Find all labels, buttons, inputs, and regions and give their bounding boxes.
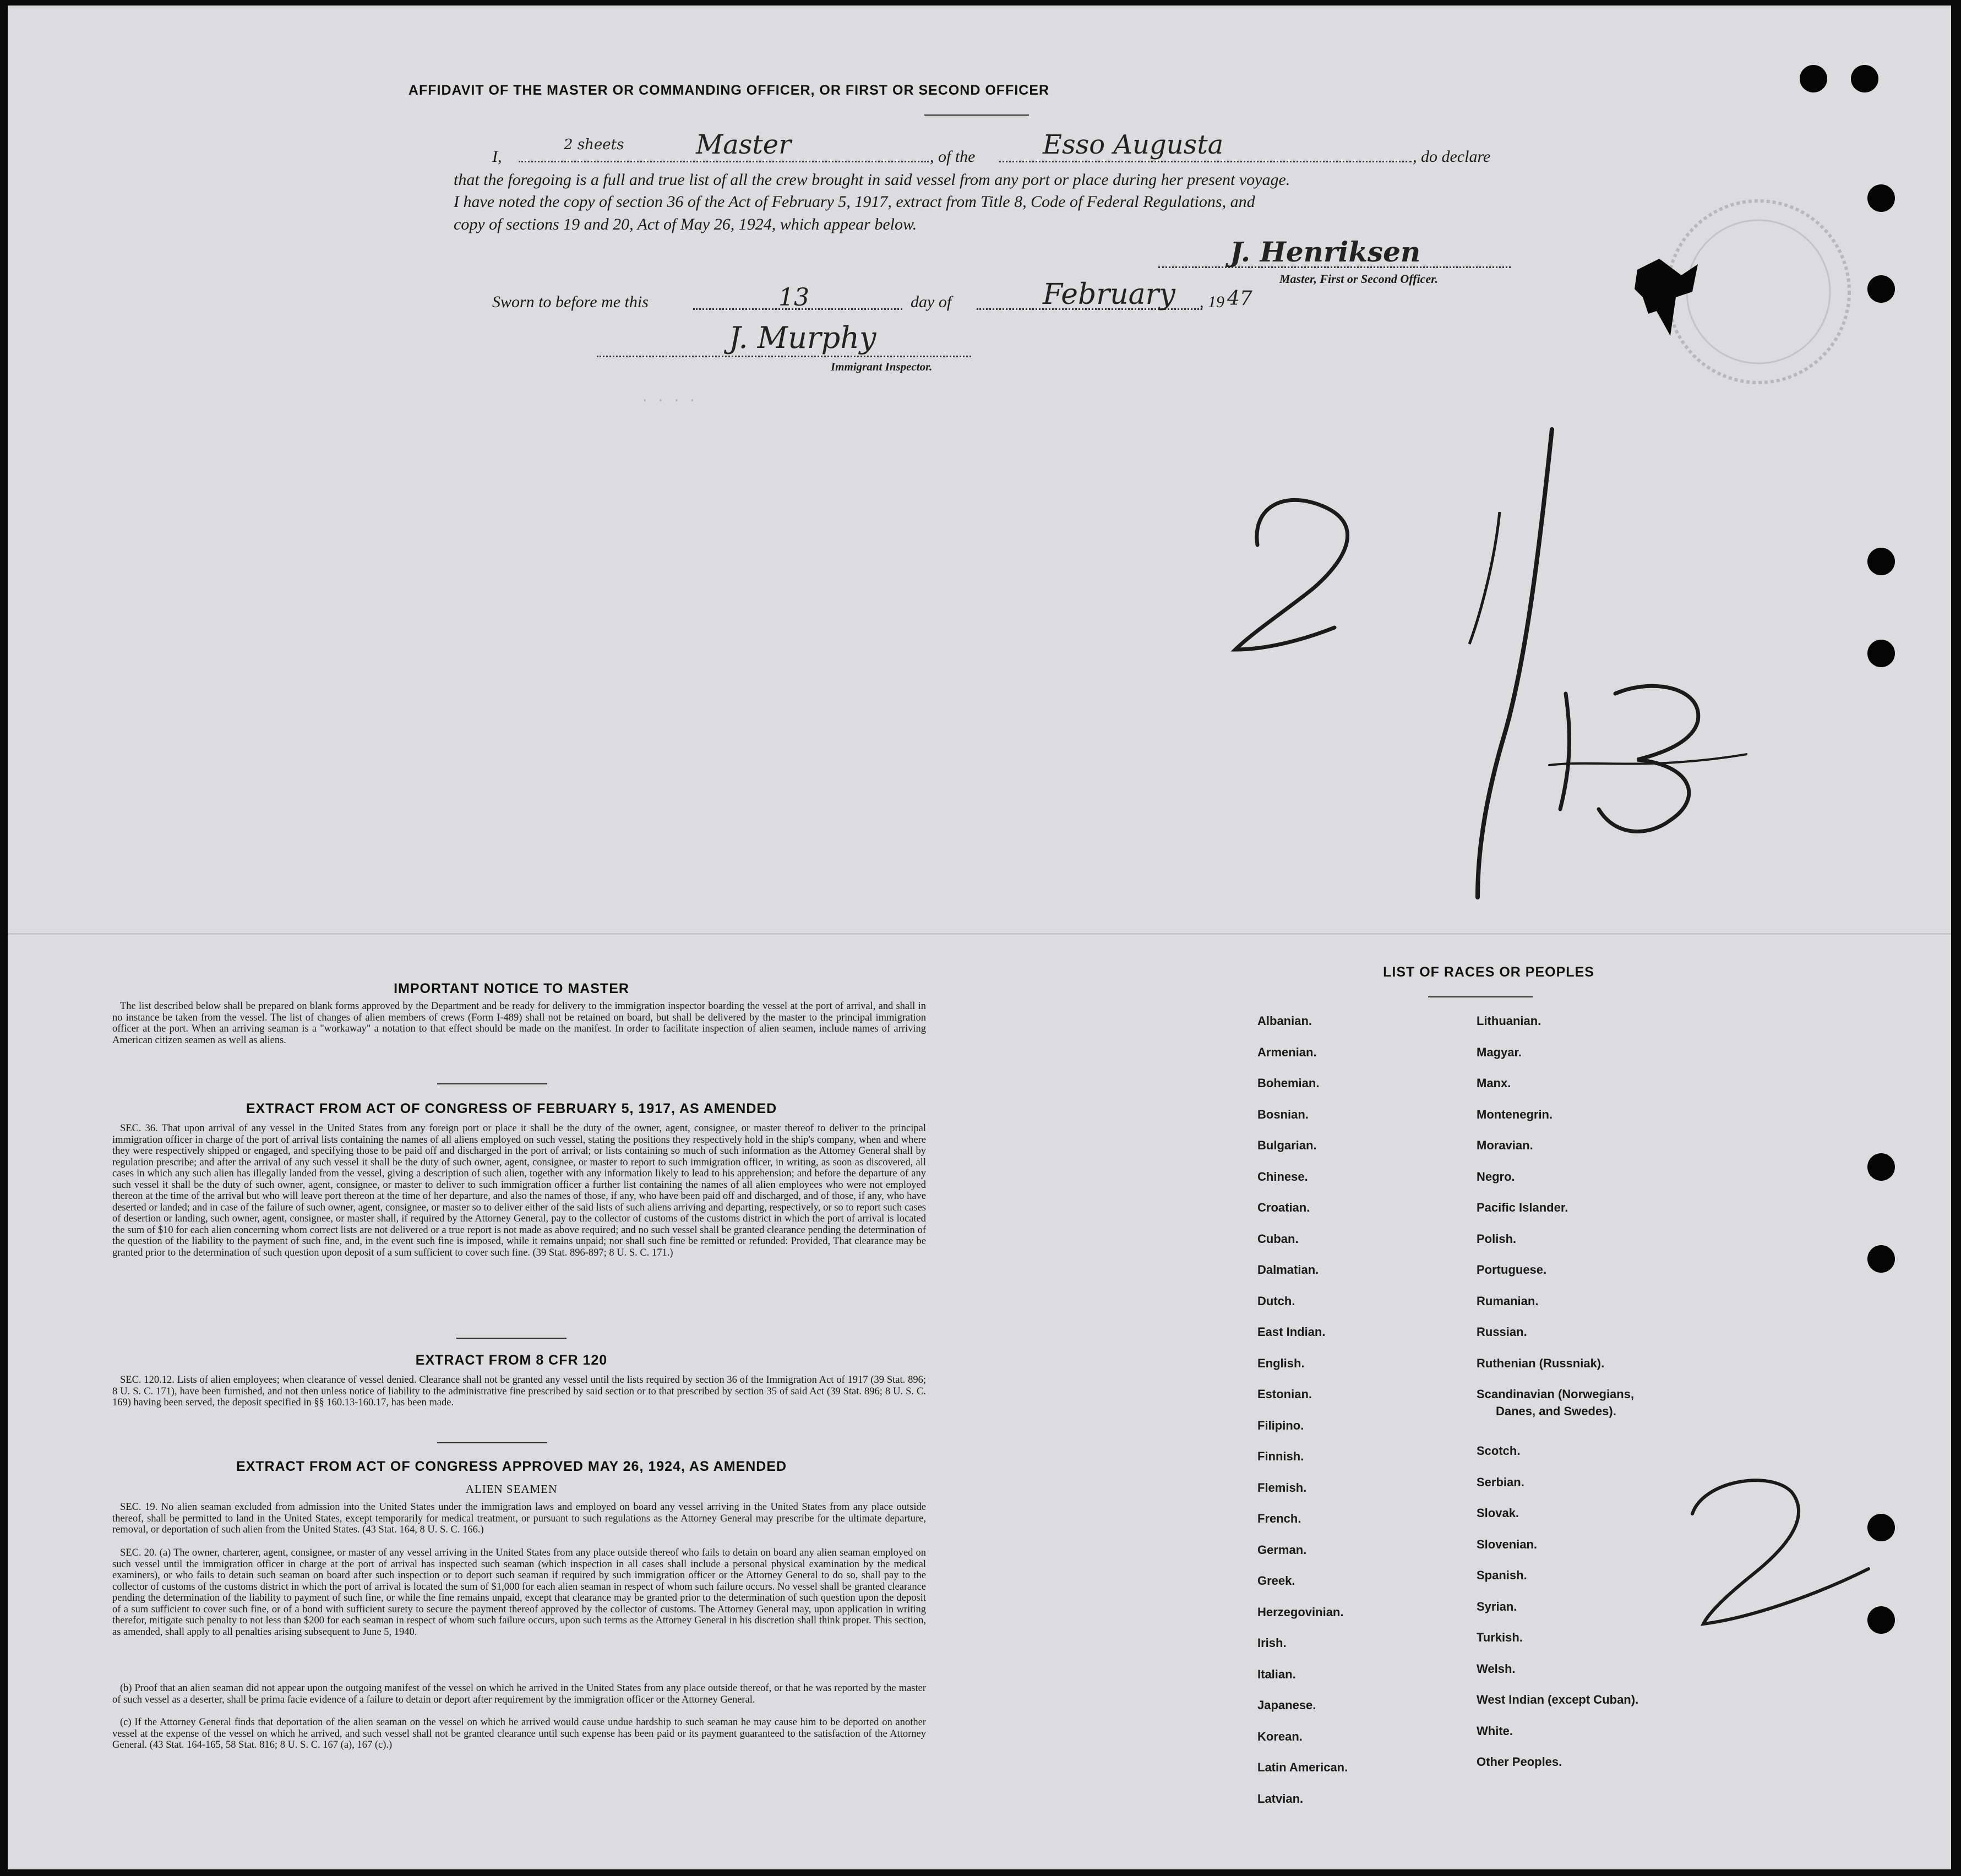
notice-title: IMPORTANT NOTICE TO MASTER [394, 981, 629, 996]
extract-1924-sec19: SEC. 19. No alien seaman excluded from admission into the United States under the immigration laws and employed on board any vessel arriving in the United States from any place outside thereof, shall be permitted to land in the United States, except temporarily for medical treatment, or pursuant to such regulations as the Attorney General may prescribe for the ultimate departure, removal, or deportation of such alien from the United States. (43 Stat. 164, 8 U. S. C. 166.) [112, 1502, 926, 1535]
extract-cfr-divider [437, 1442, 547, 1443]
race-col1-item: Bohemian. [1257, 1076, 1320, 1090]
race-col2-item: Turkish. [1477, 1630, 1523, 1644]
notice-body: The list described below shall be prepared on blank forms approved by the Department and be ready for delivery to the immigration inspector boarding the vessel at the port of arrival, and shall in no instance be taken from the vessel. The list of changes of alien members of crews (Form I-489) shall not be retained on board, but shall be delivered by the master to the principal immigration officer at the port. When an arriving seaman is a "workaway" a notation to that effect should be made on the manifest. In order to facilitate inspection of alien seamen, include names of arriving American citizen seamen as well as aliens. [112, 1001, 926, 1046]
extract-1917-body: SEC. 36. That upon arrival of any vessel in the United States from any foreign port or place it shall be the duty of the owner, agent, consignee, or master thereof to deliver to the principal immigration officer in charge of the port of arrival lists containing the names of all aliens employed on such vessel, stating the positions they respectively hold in the ship's company, when and where they were respectively shipped or engaged, and specifying those to be paid off and discharged in the port of arrival; or lists containing so much of such information as the Attorney General shall by regulation prescribe; and after the arrival of any such vessel it shall be the duty of such owner, agent, consignee, or master to report to such immigration officer, in writing, as soon as discovered, all cases in which any such alien has illegally landed from the vessel, giving a description of such alien, together with any information likely to lead to his apprehension; and before the departure of any such vessel it shall be the duty of such owner, agent, consignee, or master to deliver to such immigration officer a further list containing the names of all alien employees who were not employed thereon at the time of the arrival but who will leave port thereon at the time of her departure, and also the names of those, if any, who have been paid off and discharged, and of those, if any, who have deserted or landed; and in case of the failure of such owner, agent, consignee, or master so to deliver either of the said lists of such aliens arriving and departing, respectively, or so to report such cases of desertion or landing, such owner, agent, consignee, or master shall, if required by the Attorney General, pay to the collector of customs of the customs district in which the port of arrival is located the sum of $10 for each alien concerning whom correct lists are not delivered or a true report is not made as above required; and no such vessel shall be granted clearance pending the determination of the question of the liability to the payment of such fine, and, in the event such fine is imposed, while it remains unpaid; nor shall such fine be remitted or refunded: Provided, That clearance may be granted prior to the determination of such question upon deposit of a sum sufficient to cover such fine. (39 Stat. 896-897; 8 U. S. C. 171.) [112, 1123, 926, 1258]
race-col2-item: Welsh. [1477, 1661, 1516, 1676]
punch-hole [1867, 548, 1895, 575]
race-col1-item: Finnish. [1257, 1449, 1304, 1463]
race-col2-item: Scotch. [1477, 1444, 1521, 1458]
race-col1-item: German. [1257, 1542, 1307, 1557]
race-col1-item: Filipino. [1257, 1418, 1304, 1432]
affidavit-title: AFFIDAVIT OF THE MASTER OR COMMANDING OFFICER, OR FIRST OR SECOND OFFICER [408, 83, 1050, 98]
extract-1924-sec20c: (c) If the Attorney General finds that deportation of the alien seaman on the vessel on which he arrived would cause undue hardship to such seaman he may cause him to be deported on another vessel at the expense of the vessel on which he arrived, and such vessel shall not be granted clearance until such expense has been paid or its payment guaranteed to the satisfaction of the Attorney General. (43 Stat. 164-165, 58 Stat. 816; 8 U. S. C. 167 (a), 167 (c).) [112, 1717, 926, 1750]
notice-divider [437, 1083, 547, 1084]
race-col1-item: Estonian. [1257, 1387, 1312, 1401]
extract-1917-divider [456, 1338, 566, 1339]
race-col1-item: Albanian. [1257, 1014, 1312, 1028]
race-col1-item: Bulgarian. [1257, 1138, 1317, 1152]
extract-1924-sec20a: SEC. 20. (a) The owner, charterer, agent, consignee, or master of any vessel arriving in the United States from any place outside thereof who fails to detain on board any alien seaman employed on such vessel until the immigration officer in charge at the port of arrival has inspected such seaman (which inspection in all cases shall include a personal physical examination by the medical examiners), or who fails to detain such seaman on board after such inspection or to deport such seaman if required by such immigration officer or the Attorney General to do so, shall pay to the collector of customs of the customs district in which the port of arrival is located the sum of $1,000 for each alien seaman in respect of whom such failure occurs. No vessel shall be granted clearance pending the determination of the liability to payment of such fine, or while the fine remains unpaid, except that clearance may be granted prior to the determination of such question upon the deposit of a sum sufficient to cover such fine, or of a bond with sufficient surety to secure the payment thereof approved by the collector of customs. The Attorney General may, upon application in writing therefor, mitigate such penalty to not less than $200 for each seaman in respect of whom such failure occurs, upon such terms as the Attorney General in his discretion shall think proper. This section, as amended, shall apply to all penalties arising subsequent to June 5, 1940. [112, 1547, 926, 1638]
races-divider [1428, 996, 1533, 997]
race-col1-item: Latvian. [1257, 1791, 1304, 1806]
race-col1-item: French. [1257, 1512, 1301, 1525]
race-col2-item: West Indian (except Cuban). [1477, 1693, 1639, 1706]
handwritten-mark-2 [1659, 1459, 1880, 1657]
rank-fill-line [519, 161, 929, 162]
extract-1924-sec20b: (b) Proof that an alien seaman did not appear upon the outgoing manifest of the vessel on which he arrived in the United States from any place outside thereof, or that he was reported by the master of such vessel as a deserter, shall be prima facie evidence of a failure to detain or deport after requirement by the immigration officer or the Attorney General. [112, 1683, 926, 1705]
extract-1917-title: EXTRACT FROM ACT OF CONGRESS OF FEBRUARY 5, 1917, AS AMENDED [246, 1101, 777, 1116]
rank-handwriting: Master [696, 129, 792, 160]
punch-hole [1800, 65, 1827, 92]
document-page [8, 6, 1951, 1869]
race-col1-item: Armenian. [1257, 1045, 1317, 1059]
race-col1-item: Korean. [1257, 1729, 1303, 1743]
race-col1-item: Croatian. [1257, 1201, 1310, 1214]
affidavit-i-label: I, [492, 148, 502, 166]
do-declare-label: , do declare [1413, 148, 1491, 166]
master-signature-caption: Master, First or Second Officer. [1279, 272, 1439, 286]
sheets-handwriting: 2 sheets [564, 137, 624, 153]
race-col2-item: Negro. [1477, 1169, 1515, 1184]
title-divider [924, 114, 1029, 116]
race-col2-item: Manx. [1477, 1076, 1511, 1090]
race-col2-item: Spanish. [1477, 1568, 1527, 1582]
of-the-label: , of the [930, 148, 976, 166]
affidavit-line-3: I have noted the copy of section 36 of the Act of February 5, 1917, extract from Title 8, Code of Federal Regulations, and [454, 193, 1255, 211]
race-col2-item: Danes, and Swedes). [1496, 1404, 1616, 1418]
punch-hole [1867, 184, 1895, 212]
punch-hole [1867, 1153, 1895, 1181]
race-col2-item: Scandinavian (Norwegians, [1477, 1387, 1635, 1401]
fold-line [8, 933, 1951, 935]
affidavit-line-4: copy of sections 19 and 20, Act of May 26, 1924, which appear below. [454, 215, 917, 233]
race-col2-item: Portuguese. [1477, 1263, 1547, 1277]
year-suffix: 47 [1227, 287, 1252, 310]
notary-seal-icon [1626, 198, 1863, 396]
race-col1-item: Italian. [1257, 1667, 1296, 1681]
race-col1-item: Dalmatian. [1257, 1263, 1319, 1277]
race-col2-item: Slovak. [1477, 1506, 1519, 1520]
race-col1-item: East Indian. [1257, 1325, 1326, 1339]
race-col1-item: Herzegovinian. [1257, 1605, 1344, 1619]
race-col2-item: Magyar. [1477, 1045, 1522, 1059]
day-of-label: day of [911, 293, 952, 311]
vessel-handwriting: Esso Augusta [1043, 129, 1224, 160]
extract-cfr-body: SEC. 120.12. Lists of alien employees; when clearance of vessel denied. Clearance shall not be granted any vessel until the lists required by section 36 of the Immigration Act of 1917 (39 Stat. 896; 8 U. S. C. 171), have been furnished, and not then unless notice of liability to the administrative fine prescribed by said section or to that prescribed by section 35 of said Act (39 Stat. 896; 8 U. S. C. 169) having been served, the deposit specified in §§ 160.13-160.17, has been made. [112, 1375, 926, 1408]
race-col1-item: Japanese. [1257, 1698, 1316, 1712]
inspector-signature: J. Murphy [729, 320, 876, 355]
year-prefix: , 19 [1200, 293, 1224, 311]
race-col2-item: Moravian. [1477, 1138, 1533, 1152]
race-col2-item: Slovenian. [1477, 1537, 1538, 1551]
race-col1-item: Latin American. [1257, 1760, 1348, 1774]
affidavit-line-2: that the foregoing is a full and true list of all the crew brought in said vessel from any port or place during her present voyage. [454, 171, 1290, 189]
vessel-fill-line [999, 161, 1412, 162]
race-col1-item: Irish. [1257, 1636, 1287, 1650]
race-col1-item: Flemish. [1257, 1480, 1307, 1495]
race-col2-item: Montenegrin. [1477, 1107, 1553, 1121]
race-col1-item: Chinese. [1257, 1169, 1308, 1184]
sworn-label: Sworn to before me this [492, 293, 649, 311]
race-col1-item: Bosnian. [1257, 1107, 1309, 1121]
extract-1924-subtitle: ALIEN SEAMEN [465, 1482, 558, 1496]
master-signature: J. Henriksen [1230, 236, 1421, 268]
race-col1-item: Dutch. [1257, 1294, 1295, 1308]
extract-1924-title: EXTRACT FROM ACT OF CONGRESS APPROVED MAY 26, 1924, AS AMENDED [236, 1459, 787, 1474]
race-col2-item: Serbian. [1477, 1475, 1524, 1489]
sworn-day: 13 [778, 283, 809, 312]
race-col2-item: Ruthenian (Russniak). [1477, 1356, 1605, 1370]
handwritten-fraction-2-13 [1219, 424, 1747, 908]
races-title: LIST OF RACES OR PEOPLES [1383, 964, 1594, 980]
extract-cfr-title: EXTRACT FROM 8 CFR 120 [415, 1353, 608, 1368]
race-col1-item: English. [1257, 1356, 1305, 1370]
race-col2-item: White. [1477, 1724, 1513, 1738]
punch-hole [1867, 1245, 1895, 1273]
race-col2-item: Lithuanian. [1477, 1014, 1541, 1028]
race-col1-item: Greek. [1257, 1574, 1295, 1588]
inspector-caption: Immigrant Inspector. [831, 360, 933, 373]
punch-hole [1867, 275, 1895, 303]
race-col2-item: Polish. [1477, 1231, 1517, 1246]
race-col1-item: Cuban. [1257, 1231, 1299, 1246]
race-col2-item: Syrian. [1477, 1599, 1517, 1613]
bleed-through-text: . . . . [641, 391, 696, 406]
punch-hole [1851, 65, 1878, 92]
race-col2-item: Russian. [1477, 1325, 1527, 1339]
race-col2-item: Pacific Islander. [1477, 1201, 1568, 1214]
inspector-signature-line [597, 356, 971, 357]
sworn-month: February [1043, 278, 1175, 311]
race-col2-item: Other Peoples. [1477, 1755, 1562, 1769]
race-col2-item: Rumanian. [1477, 1294, 1539, 1308]
punch-hole [1867, 640, 1895, 667]
